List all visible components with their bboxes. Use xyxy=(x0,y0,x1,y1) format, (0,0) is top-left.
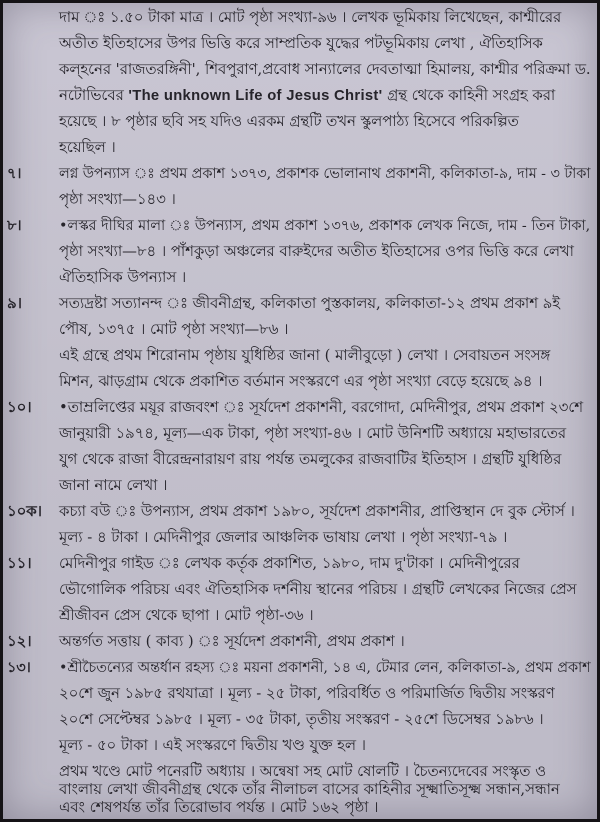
line-text: পৌষ, ১৩৭৫ । মোট পৃষ্ঠা সংখ্যা—৮৬ । xyxy=(59,321,289,338)
entry-number: ৭। xyxy=(7,166,22,182)
line-text: ২০শে সেপ্টেম্বর ১৯৮৫ । মূল্য - ৩৫ টাকা, তৃতীয় সংস্করণ - ২৫শে ডিসেম্বর ১৯৮৬ । xyxy=(59,711,544,728)
line-text: জানুয়ারী ১৯৭৪, মূল্য—এক টাকা, পৃষ্ঠা সংখ্যা-৪৬ । মোট উনিশটি অধ্যায়ে মহাভারতের xyxy=(59,425,566,442)
line-text: হয়েছিল । xyxy=(59,139,116,156)
line-text: শ্রীজীবন প্রেস থেকে ছাপা । মোট পৃষ্ঠা-৩৬ । xyxy=(59,607,314,624)
line-text: এই গ্রন্থে প্রথম শিরোনাম পৃষ্ঠায় যুধিষ্ঠির জানা ( মালীবুড়ো ) লেখা । সেবায়তন সংসঙ্গ xyxy=(59,347,551,364)
entry-number: ১২। xyxy=(7,633,32,650)
line-text-mixed xyxy=(59,85,555,107)
line-text: সত্যদ্রষ্টা সত্যানন্দ ঃ জীবনীগ্রন্থ, কলিকাতা পুস্তকালয়, কলিকাতা-১২ প্রথম প্রকাশ ৯ই xyxy=(59,295,560,312)
entry-number: ৮। xyxy=(7,217,22,234)
line-text: বাংলায় লেখা জীবনীগ্রন্থ থেকে তাঁর নীলাচল বাসের কাহিনীর সূক্ষ্মাতিসূক্ষ্ম সন্ধান,সন্ধান xyxy=(59,781,560,798)
line-text: পৃষ্ঠা সংখ্যা—১৪৩ । xyxy=(59,191,176,208)
line-text-post: গ্রন্থ থেকে কাহিনী সংগ্রহ করা xyxy=(382,87,556,104)
line-text: ঐতিহাসিক উপন্যাস । xyxy=(59,269,187,286)
entry-number: ১৩। xyxy=(7,660,31,676)
line-text: পৃষ্ঠা সংখ্যা—৮৪ । পাঁশকুড়া অঞ্চলের বারুইদের অতীত ইতিহাসের ওপর ভিত্তি করে লেখা xyxy=(59,243,574,260)
entry-number: ১০। xyxy=(7,399,32,416)
line-text: মেদিনীপুর গাইড ঃ লেখক কর্তৃক প্রকাশিত, ১৯৮০, দাম দু'টাকা । মেদিনীপুরের xyxy=(59,555,520,572)
line-text: মূল্য - ৪ টাকা । মেদিনীপুর জেলার আঞ্চলিক ভাষায় লেখা । পৃষ্ঠা সংখ্যা-৭৯ । xyxy=(59,529,508,546)
book-title-english: 'The unknown Life of Jesus Christ' xyxy=(128,88,383,104)
line-text: ২০শে জুন ১৯৮৫ রথযাত্রা । মূল্য - ২৫ টাকা, পরিবর্ধিত ও পরিমার্জিত দ্বিতীয় সংস্করণ xyxy=(59,685,555,702)
line-text: •শ্রীচৈতন্যের অন্তর্ধান রহস্য ঃ ময়না প্রকাশনী, ১৪ এ, টেমার লেন, কলিকাতা-৯, প্রথম প্রকাশ xyxy=(59,660,591,676)
line-text: দাম ঃ ১.৫০ টাকা মাত্র । মোট পৃষ্ঠা সংখ্যা-৯৬ । লেখক ভূমিকায় লিখেছেন, কাশ্মীরের xyxy=(59,9,562,26)
line-text: ভৌগোলিক পরিচয় এবং ঐতিহাসিক দর্শনীয় স্থানের পরিচয় । গ্রন্থটি লেখকের নিজের প্রেস xyxy=(59,581,577,598)
entry-number: ১১। xyxy=(7,555,32,572)
line-text: •তাম্রলিপ্তের ময়ূর রাজবংশ ঃ সূর্যদেশ প্রকাশনী, বরগোদা, মেদিনীপুর, প্রথম প্রকাশ ২৩শে xyxy=(59,399,583,416)
line-text: এবং শেষপর্যন্ত তাঁর তিরোভাব পর্যন্ত । মোট ১৬২ পৃষ্ঠা । xyxy=(59,799,379,816)
document-page xyxy=(3,3,597,819)
line-text: অন্তর্গত সত্তায় ( কাব্য ) ঃ সূর্যদেশ প্রকাশনী, প্রথম প্রকাশ । xyxy=(59,633,405,650)
line-text: অতীত ইতিহাসের উপর ভিত্তি করে সাম্প্রতিক যুদ্ধের পটভূমিকায় লেখা , ঐতিহাসিক xyxy=(59,35,543,52)
line-text: •লস্কর দীঘির মালা ঃ উপন্যাস, প্রথম প্রকাশ ১৩৭৬, প্রকাশক লেখক নিজে, দাম - তিন টাকা, xyxy=(59,218,591,234)
line-text: কচ্যা বউ ঃ উপন্যাস, প্রথম প্রকাশ ১৯৮০, সূর্যদেশ প্রকাশনীর, প্রাপ্তিস্থান দে বুক স্টোর্স । xyxy=(59,503,575,520)
line-text: যুগ থেকে রাজা বীরেন্দ্রনারায়ণ রায় পর্যন্ত তমলুকের রাজবাটির ইতিহাস । গ্রন্থটি যুধিষ্ঠির xyxy=(59,451,562,468)
line-text: লগ্ন উপন্যাস ঃ প্রথম প্রকাশ ১৩৭৩, প্রকাশক ভোলানাথ প্রকাশনী, কলিকাতা-৯, দাম - ৩ টাকা xyxy=(59,166,591,182)
line-text: কল্হনের 'রাজতরঙ্গিনী', শিবপুরাণ,প্রবোধ সান্যালের দেবতাত্মা হিমালয়, কাশ্মীর পরিক্রমা ড. xyxy=(59,61,591,78)
line-text: মিশন, ঝাড়গ্রাম থেকে প্রকাশিত বর্তমান সংস্করণে এর পৃষ্ঠা সংখ্যা বেড়ে হয়েছে ৯৪ । xyxy=(59,373,543,390)
entry-number: ৯। xyxy=(7,295,22,312)
entry-number: ১০ক। xyxy=(7,503,42,520)
line-text-pre: নটোভিবের xyxy=(59,87,129,104)
line-text: মূল্য - ৫০ টাকা । এই সংস্করণে দ্বিতীয় খণ্ড যুক্ত হল । xyxy=(59,737,366,754)
line-text: হয়েছে । ৮ পৃষ্ঠার ছবি সহ যদিও এরকম গ্রন্থটি তখন স্কুলপাঠ্য হিসেবে পরিকল্পিত xyxy=(59,113,519,130)
line-text: জানা নামে লেখা । xyxy=(59,477,168,494)
line-text: প্রথম খণ্ডে মোট পনেরটি অধ্যায় । অন্বেষা সহ মোট ষোলটি । চৈতন্যদেবের সংস্কৃত ও xyxy=(59,763,547,780)
